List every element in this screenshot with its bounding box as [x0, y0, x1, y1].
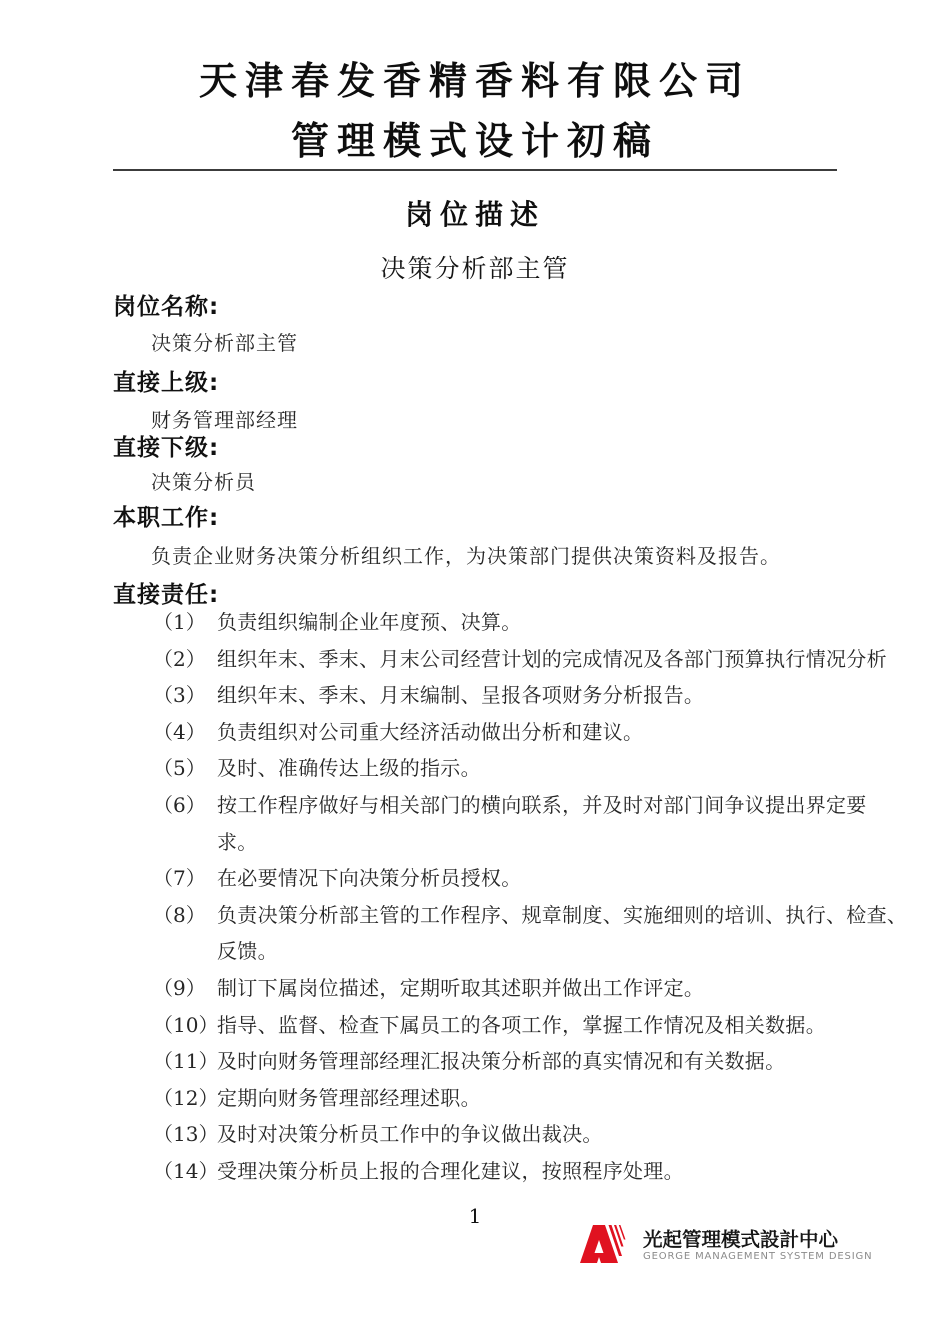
- list-item: [113, 714, 858, 751]
- list-item-line: 及时对决策分析员工作中的争议做出裁决。: [217, 1122, 603, 1147]
- list-item: [113, 1153, 858, 1190]
- list-item-text: [217, 1153, 858, 1190]
- list-item: [113, 1080, 858, 1117]
- list-item-number: （8）: [153, 902, 206, 927]
- title-divider-rule: [113, 169, 837, 171]
- field-label-direct-superior: 直接上级:: [113, 370, 220, 396]
- page-number: 1: [468, 1204, 482, 1228]
- responsibilities-list: [113, 604, 908, 1190]
- list-item: [113, 604, 858, 641]
- field-label-main-duty: 本职工作:: [113, 505, 220, 531]
- logo-subtitle: GEORGE MANAGEMENT SYSTEM DESIGN: [643, 1251, 873, 1262]
- logo-a-icon: [580, 1225, 632, 1263]
- list-item-text: [217, 750, 858, 787]
- list-item-number: （5）: [153, 756, 206, 781]
- list-item-line: 组织年末、季末、月末编制、呈报各项财务分析报告。: [217, 683, 705, 708]
- list-item-line: 反馈。: [217, 939, 278, 964]
- list-item-text: [217, 677, 858, 714]
- list-item: [113, 677, 858, 714]
- field-label-direct-responsibilities: 直接责任:: [113, 582, 220, 608]
- list-item-line: 组织年末、季末、月末公司经营计划的完成情况及各部门预算执行情况分析: [217, 646, 887, 671]
- footer-logo: [580, 1225, 872, 1263]
- list-item-number: （4）: [153, 719, 206, 744]
- list-item: [113, 897, 908, 970]
- list-item-text: [217, 1080, 858, 1117]
- list-item: [113, 860, 858, 897]
- list-item-number: （1）: [153, 610, 206, 634]
- list-item: [113, 750, 858, 787]
- list-item-text: [217, 1043, 858, 1080]
- list-item-number: （7）: [153, 866, 206, 891]
- list-item: [113, 970, 858, 1007]
- list-item-text: [217, 787, 867, 860]
- list-item: [113, 787, 867, 860]
- list-item: [113, 1116, 858, 1153]
- list-item-number: （9）: [153, 975, 206, 1000]
- list-item: [113, 1043, 858, 1080]
- field-value-main-duty: 负责企业财务决策分析组织工作，为决策部门提供决策资料及报告。: [151, 544, 781, 568]
- document-title-line2: 管理模式设计初稿: [290, 118, 659, 163]
- list-item-line: 在必要情况下向决策分析员授权。: [217, 866, 522, 891]
- list-item-number: （14）: [153, 1158, 219, 1183]
- list-item: [113, 641, 887, 678]
- list-item-text: [217, 860, 858, 897]
- list-item-line: 及时向财务管理部经理汇报决策分析部的真实情况和有关数据。: [217, 1049, 786, 1074]
- field-label-direct-subordinate: 直接下级:: [113, 435, 220, 461]
- section-heading: 岗位描述: [404, 198, 545, 231]
- list-item-text: [217, 714, 858, 751]
- list-item-text: [217, 1007, 858, 1044]
- list-item-number: （2）: [153, 646, 206, 671]
- list-item-line: 按工作程序做好与相关部门的横向联系，并及时对部门间争议提出界定要: [217, 792, 867, 817]
- logo-text-block: [643, 1225, 872, 1263]
- field-value-direct-superior: 财务管理部经理: [151, 408, 298, 432]
- list-item-line: 负责组织编制企业年度预、决算。: [217, 610, 522, 634]
- list-item-line: 指导、监督、检查下属员工的各项工作，掌握工作情况及相关数据。: [217, 1012, 826, 1037]
- list-item-number: （6）: [153, 792, 206, 817]
- list-item-text: [217, 641, 887, 678]
- list-item-number: （3）: [153, 683, 206, 708]
- list-item-number: （13）: [153, 1122, 219, 1147]
- list-item-text: [217, 1116, 858, 1153]
- field-value-direct-subordinate: 决策分析员: [151, 470, 256, 494]
- list-item-number: （12）: [153, 1085, 219, 1110]
- list-item-line: 负责决策分析部主管的工作程序、规章制度、实施细则的培训、执行、检查、: [217, 902, 908, 927]
- field-value-position-name: 决策分析部主管: [151, 331, 298, 355]
- list-item-number: （10）: [153, 1012, 219, 1037]
- list-item-line: 负责组织对公司重大经济活动做出分析和建议。: [217, 719, 644, 744]
- list-item-text: [217, 604, 858, 641]
- document-title-line1: 天津春发香精香料有限公司: [198, 58, 751, 103]
- logo-title: 光起管理模式設計中心: [643, 1228, 839, 1251]
- list-item-text: [217, 897, 908, 970]
- list-item-line: 求。: [217, 829, 258, 854]
- position-name-title: 决策分析部主管: [380, 254, 570, 283]
- list-item-line: 制订下属岗位描述，定期听取其述职并做出工作评定。: [217, 975, 705, 1000]
- list-item-text: [217, 970, 858, 1007]
- list-item-line: 定期向财务管理部经理述职。: [217, 1085, 481, 1110]
- list-item-line: 受理决策分析员上报的合理化建议，按照程序处理。: [217, 1158, 684, 1183]
- field-label-position-name: 岗位名称:: [113, 294, 220, 320]
- list-item: [113, 1007, 858, 1044]
- list-item-number: （11）: [153, 1049, 219, 1074]
- list-item-line: 及时、准确传达上级的指示。: [217, 756, 481, 781]
